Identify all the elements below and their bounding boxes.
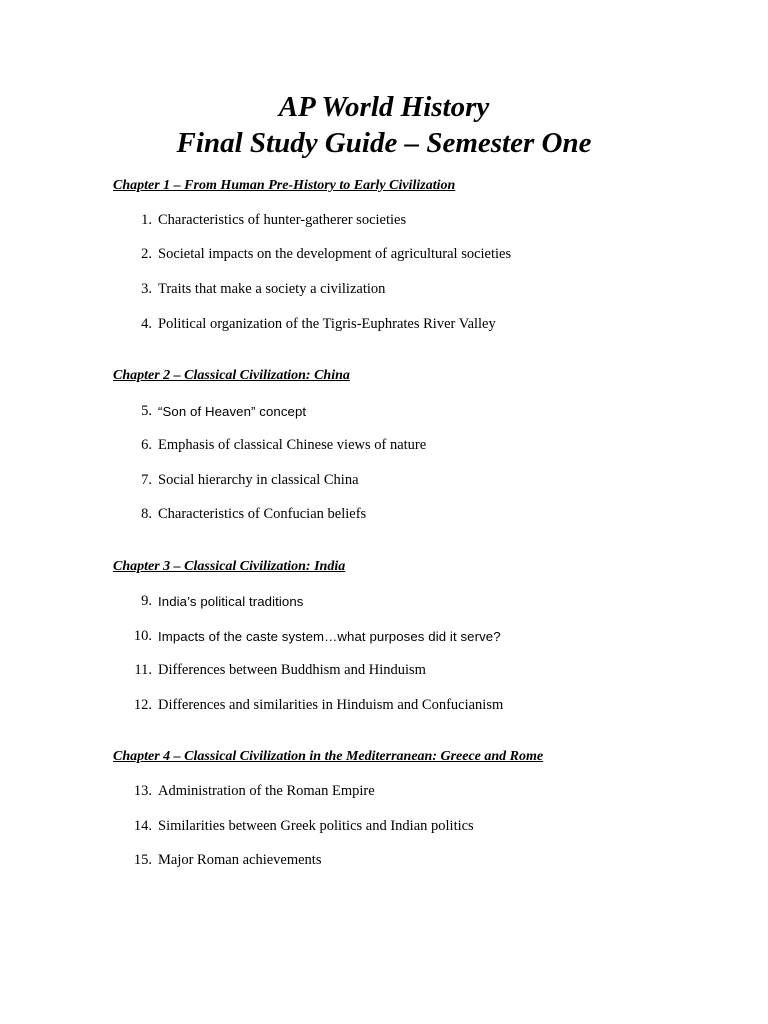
item-number: 9. [141, 593, 152, 609]
item-text: India’s political traditions [158, 594, 304, 609]
item-number: 6. [141, 437, 152, 453]
item-number: 13. [133, 783, 152, 799]
item-number: 12. [133, 697, 152, 713]
chapter-2-heading: Chapter 2 – Classical Civilization: China [113, 368, 350, 383]
item-text: Differences between Buddhism and Hinduism [158, 662, 426, 678]
item-text: Impacts of the caste system…what purposes did it serve? [158, 629, 501, 644]
item-number: 14. [133, 818, 152, 834]
item-number: 2. [141, 246, 152, 262]
item-text: Traits that make a society a civilization [158, 281, 386, 297]
item-number: 7. [141, 472, 152, 488]
item-text: Characteristics of hunter-gatherer societies [158, 212, 407, 228]
item-text: Social hierarchy in classical China [158, 472, 359, 488]
chapter-4-heading: Chapter 4 – Classical Civilization in the Mediterranean: Greece and Rome [113, 749, 544, 764]
item-text: Political organization of the Tigris-Euphrates River Valley [158, 316, 496, 332]
item-number: 5. [141, 403, 152, 419]
page-subtitle: Final Study Guide – Semester One [176, 127, 592, 159]
item-number: 4. [141, 316, 152, 332]
item-number: 3. [141, 281, 152, 297]
chapter-1-heading: Chapter 1 – From Human Pre-History to Early Civilization [113, 178, 456, 193]
item-text: Societal impacts on the development of agricultural societies [158, 246, 512, 262]
item-text: Characteristics of Confucian beliefs [158, 506, 367, 522]
page-title: AP World History [278, 91, 490, 123]
item-text: Emphasis of classical Chinese views of nature [158, 437, 427, 453]
item-text: Administration of the Roman Empire [158, 783, 375, 799]
item-text: “Son of Heaven” concept [158, 404, 307, 419]
item-text: Differences and similarities in Hinduism and Confucianism [158, 697, 504, 713]
item-number: 15. [133, 852, 152, 868]
item-number: 8. [141, 506, 152, 522]
item-number: 11. [134, 662, 152, 678]
chapter-3-heading: Chapter 3 – Classical Civilization: India [113, 559, 346, 574]
item-number: 10. [133, 628, 152, 644]
item-number: 1. [141, 212, 152, 228]
item-text: Similarities between Greek politics and Indian politics [158, 818, 474, 834]
item-text: Major Roman achievements [158, 852, 322, 868]
